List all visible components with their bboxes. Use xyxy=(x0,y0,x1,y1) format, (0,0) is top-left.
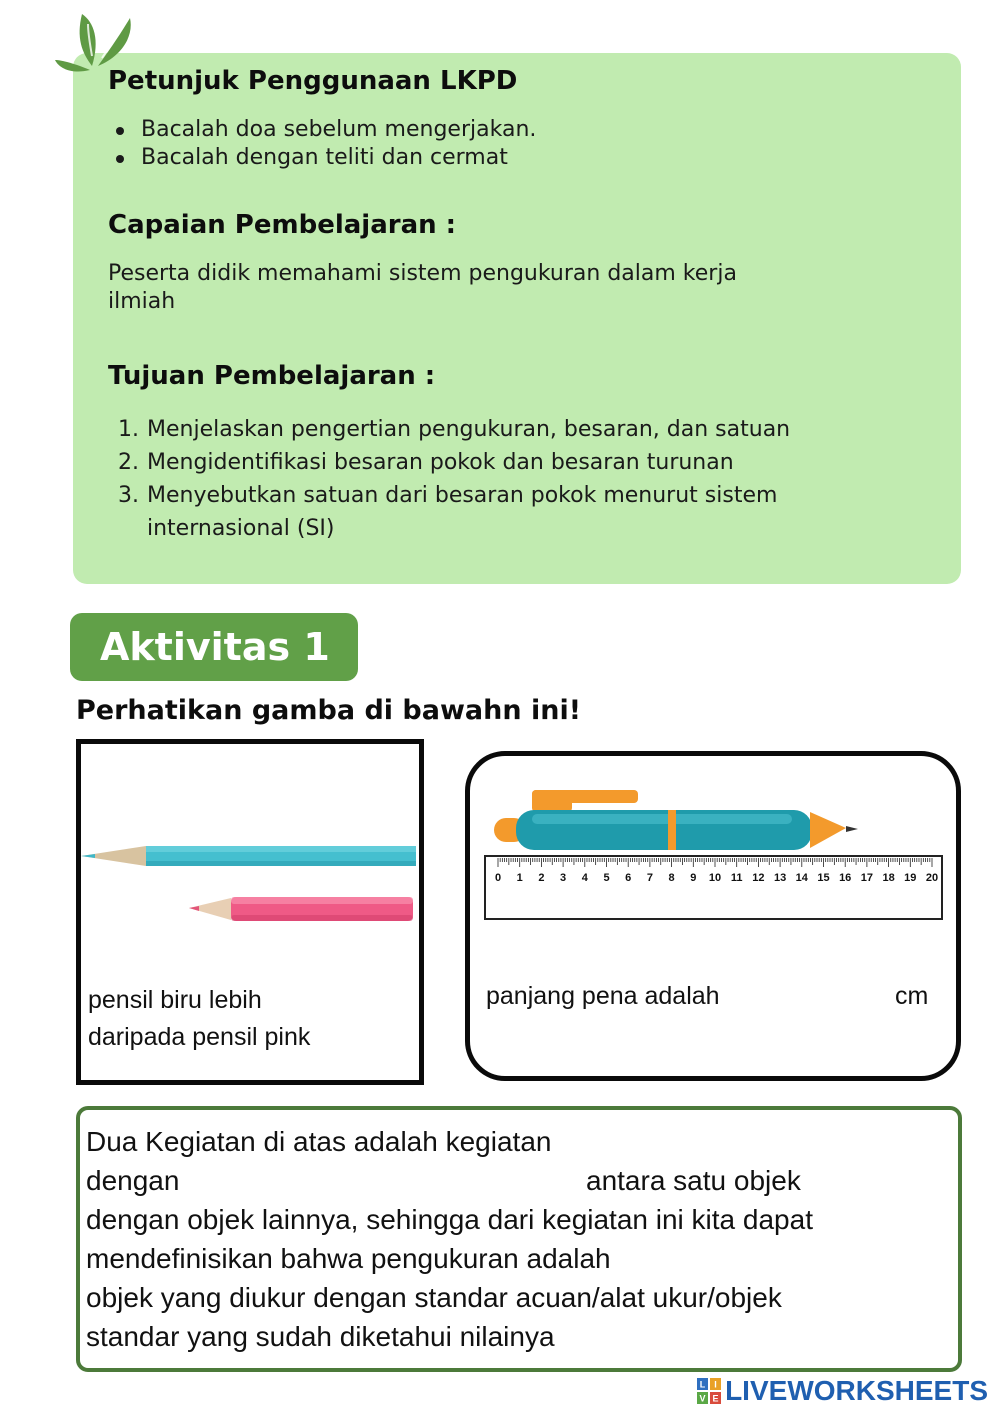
ruler-label: 3 xyxy=(560,872,567,884)
ruler-label: 5 xyxy=(603,872,610,884)
paragraph-line: mendefinisikan bahwa pengukuran adalah xyxy=(86,1243,611,1274)
blue-pencil-icon xyxy=(81,846,416,866)
paragraph-line: dengan objek lainnya, sehingga dari kegiatan ini kita dapat xyxy=(86,1204,813,1235)
ruler-label: 10 xyxy=(708,872,722,884)
ruler-label: 16 xyxy=(839,872,852,884)
item-text: Menyebutkan satuan dari besaran pokok menurut sistem xyxy=(147,483,778,508)
brand-name: LIVEWORKSHEETS xyxy=(725,1375,988,1406)
paragraph-line: Dua Kegiatan di atas adalah kegiatan xyxy=(86,1126,552,1157)
left-caption xyxy=(88,982,418,1056)
tujuan-list xyxy=(108,413,928,545)
ruler-label: 1 xyxy=(516,872,523,884)
capaian-line: ilmiah xyxy=(108,289,176,314)
unit-label: cm xyxy=(895,982,929,1010)
ruler-label: 4 xyxy=(581,872,588,884)
ruler-label: 12 xyxy=(752,872,765,884)
paragraph-line: objek yang diukur dengan standar acuan/alat ukur/objek xyxy=(86,1282,782,1313)
list-item: Bacalah doa sebelum mengerjakan. xyxy=(108,116,868,144)
pink-pencil-icon xyxy=(189,897,413,921)
tujuan-title: Tujuan Pembelajaran : xyxy=(108,361,436,391)
ruler-label: 13 xyxy=(773,872,787,884)
liveworksheets-logo xyxy=(697,1374,988,1408)
liveworksheets-logo-icon xyxy=(697,1378,721,1404)
caption-line: daripada pensil pink xyxy=(88,1023,311,1051)
pencil-illustration xyxy=(81,840,419,930)
definition-paragraph xyxy=(86,1122,952,1356)
caption-line: pensil biru lebih xyxy=(88,986,262,1014)
logo-letter: E xyxy=(712,1393,719,1404)
paragraph-line: standar yang sudah diketahui nilainya xyxy=(86,1321,555,1352)
capaian-title: Capaian Pembelajaran : xyxy=(108,210,457,240)
ruler-label: 7 xyxy=(646,872,653,884)
item-text-continued: internasional (SI) xyxy=(147,516,335,541)
ruler-label: 14 xyxy=(795,872,808,884)
paragraph-text: antara satu objek xyxy=(586,1165,801,1196)
petunjuk-title: Petunjuk Penggunaan LKPD xyxy=(108,66,518,96)
ruler-label: 18 xyxy=(882,872,895,884)
list-item xyxy=(108,446,928,479)
ruler-label: 2 xyxy=(538,872,545,884)
ruler-label: 17 xyxy=(860,872,874,884)
item-number: 2. xyxy=(118,450,139,475)
list-item: Bacalah dengan teliti dan cermat xyxy=(108,144,868,172)
logo-letter: I xyxy=(714,1379,717,1390)
activity-tab: Aktivitas 1 xyxy=(70,613,358,681)
ruler-scale xyxy=(486,857,941,918)
paragraph-line xyxy=(86,1161,952,1200)
right-caption: panjang pena adalah xyxy=(486,982,720,1010)
item-text: Menjelaskan pengertian pengukuran, besaran, dan satuan xyxy=(147,417,791,442)
ruler-label: 6 xyxy=(625,872,632,884)
logo-letter: L xyxy=(699,1379,706,1390)
ruler-label: 20 xyxy=(925,872,939,884)
list-item xyxy=(108,413,928,446)
ruler-label: 15 xyxy=(817,872,830,884)
ruler-label: 8 xyxy=(668,872,675,884)
capaian-text xyxy=(108,260,868,316)
item-number: 3. xyxy=(118,483,139,508)
ruler-label: 0 xyxy=(494,872,502,884)
item-number: 1. xyxy=(118,417,139,442)
list-item xyxy=(108,479,928,545)
paragraph-text: dengan xyxy=(86,1165,180,1196)
activity-instruction: Perhatikan gamba di bawahn ini! xyxy=(76,695,582,726)
ruler-label: 19 xyxy=(904,872,917,884)
ruler-label: 9 xyxy=(690,872,697,884)
petunjuk-list xyxy=(108,116,868,172)
item-text: Mengidentifikasi besaran pokok dan besaran turunan xyxy=(147,450,734,475)
ruler xyxy=(484,855,943,920)
logo-letter: V xyxy=(699,1393,706,1404)
pen-icon xyxy=(492,786,862,852)
ruler-label: 11 xyxy=(730,872,743,884)
capaian-line: Peserta didik memahami sistem pengukuran dalam kerja xyxy=(108,261,737,286)
